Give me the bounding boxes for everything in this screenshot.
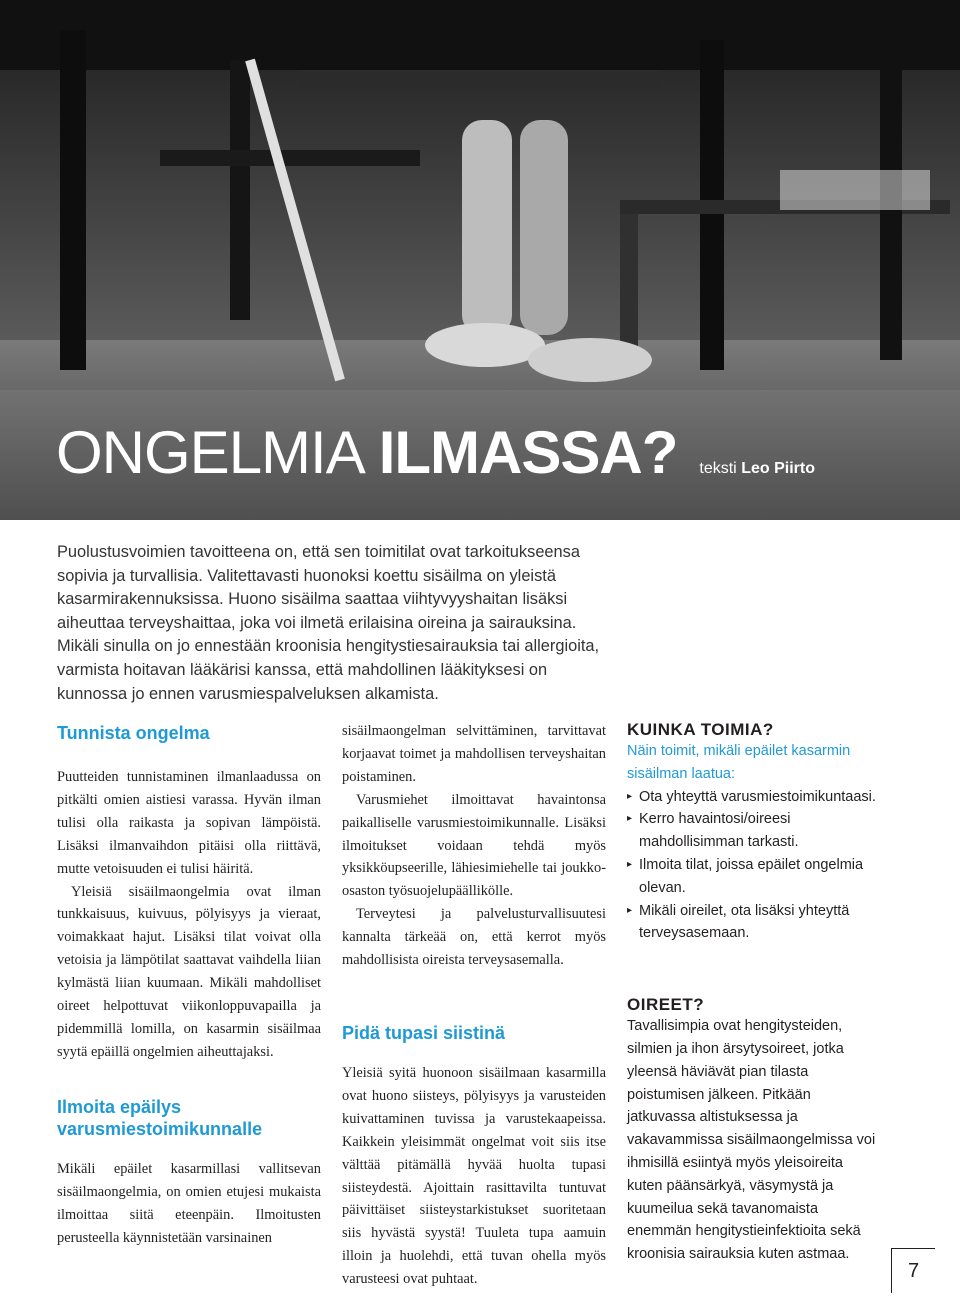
list-item: ▸ Ilmoita tilat, joissa epäilet ongelmia olevan. <box>627 854 881 900</box>
lead-text: Näin toimit, mikäli epäilet kasarmin sisäilman laatua: <box>627 743 851 782</box>
col1-paragraph-2: Yleisiä sisäilmaongelmia ovat ilman tunkkaisuus, kuivuus, pölyisyys ja vieraat, voimakkaat hajut. Lisäksi tilat voivat olla vetoisia ja lämpötilat saattavat vaihdella liian kylmästä liian kuumaan. Mikäli mahdolliset oireet helpottuvat viikonloppuvapailla ja pidemmillä lomilla, on kasarmin sisäilmaa syytä epäillä ongelmien aiheuttajaksi. <box>57 883 321 1060</box>
headline-bold: ILMASSA? <box>378 419 678 486</box>
column-1-body <box>57 766 321 1064</box>
headline <box>56 418 815 498</box>
col1-paragraph-3: Mikäli epäilet kasarmillasi vallitsevan sisäilmaongelmia, on omien etujesi mukaista ilmoittaa siitä eteenpäin. Ilmoitusten perusteella käynnistetään varsinainen <box>57 1160 321 1246</box>
col2-paragraph-1: sisäilmaongelman selvittäminen, tarvittavat korjaavat toimet ja mahdollisen terveyshaitan poistaminen. <box>342 723 606 785</box>
triangle-bullet-icon: ▸ <box>627 790 633 802</box>
triangle-bullet-icon: ▸ <box>627 813 633 825</box>
byline-author: Leo Piirto <box>741 460 815 477</box>
column-2-body-2 <box>342 1062 606 1291</box>
heading-kuinka-toimia: KUINKA TOIMIA? <box>627 720 774 739</box>
triangle-bullet-icon: ▸ <box>627 858 633 870</box>
list-item: ▸ Mikäli oireilet, ota lisäksi yhteyttä terveysasemaan. <box>627 900 881 946</box>
intro <box>57 541 617 706</box>
column-2 <box>342 720 606 1291</box>
action-list <box>627 786 881 946</box>
page-number: 7 <box>891 1248 935 1293</box>
triangle-bullet-icon: ▸ <box>627 904 633 916</box>
subhead-ilmoita: Ilmoita epäilys varusmiestoimikunnalle <box>57 1096 263 1139</box>
col1-paragraph-1: Puutteiden tunnistaminen ilmanlaadussa on pitkälti omien aistiesi varassa. Hyvän ilman tulisi olla raikasta ja sopivan lämpöistä. Lisäksi ilmanvaihdon pitäisi olla riittävä, mutte vetoisuuden ei tulisi häiritä. <box>57 769 321 877</box>
byline-prefix: teksti <box>699 460 737 477</box>
list-item: ▸ Ota yhteyttä varusmiestoimikuntaasi. <box>627 786 881 809</box>
column-3 <box>627 720 881 1266</box>
heading-oireet: OIREET? <box>627 995 705 1015</box>
col2-paragraph-4: Yleisiä syitä huonoon sisäilmaan kasarmilla ovat huono siisteys, pölyisyys ja varusteiden kuivattaminen tuvissa ja varustekaapeissa. Kaikkein yleisimmät ongelmat voit siis itse välttää pitämällä hyvää huolta tupasi siisteydestä. Ajoittain rasittavilta tuntuvat päivittäiset siisteystarkistukset suoritetaan siis hyvästä syystä! Tuuleta tupa aamuin illoin ja huolehdi, että tuvan ohella myös varusteesi ovat puhtaat. <box>342 1064 606 1288</box>
column-2-body <box>342 720 606 972</box>
subhead-pida: Pidä tupasi siistinä <box>342 1022 506 1043</box>
list-item: ▸ Kerro havaintosi/oireesi mahdollisimman tarkasti. <box>627 808 881 854</box>
column-1 <box>57 720 321 1249</box>
oireet-body: Tavallisimpia ovat hengitysteiden, silmien ja ihon ärsytysoireet, jotka yleensä häviävät pian tilasta poistumisen jälkeen. Pitkään jatkuvassa altistuksessa ja vakavammissa sisäilmaongelmissa voi ihmisillä esiintyä myös yleisoireita kuten päänsärkyä, väsymystä ja kuumeilua sekä tavanomaista enemmän hengitystieinfektioita sekä kroonisia sairauksia kuten astmaa. <box>627 1018 876 1263</box>
subhead-tunnista: Tunnista ongelma <box>57 723 210 743</box>
headline-light: ONGELMIA <box>56 419 365 486</box>
intro-text: Puolustusvoimien tavoitteena on, että sen toimitilat ovat tarkoitukseensa sopivia ja turvallisia. Valitettavasti huonoksi koettu sisäilma on yleistä kasarmirakennuksissa. Huono sisäilma saattaa viihtyvyyshaitan lisäksi aiheuttaa terveyshaittaa, joka voi ilmetä erilaisina oireina ja sairauksina. Mikäli sinulla on jo ennestään kroonisia hengitystiesairauksia tai allergioita, varmista hoitavan lääkärisi kanssa, että mahdollinen lääkityksesi on kunnossa jo ennen varusmiespalveluksen alkamista. <box>57 543 600 703</box>
byline <box>699 460 815 478</box>
col2-paragraph-3: Terveytesi ja palvelusturvallisuutesi kannalta tärkeää on, että kerrot myös mahdollisista oireista terveysasemalla. <box>342 906 606 969</box>
column-1-body-2 <box>57 1158 321 1250</box>
col2-paragraph-2: Varusmiehet ilmoittavat havaintonsa paikalliselle varusmiestoimikunnalle. Lisäksi ilmoitukset voidaan tehdä myös yksikköupseerille, lähiesimiehelle tai joukko-osaston työsuojelupäällikölle. <box>342 791 606 900</box>
